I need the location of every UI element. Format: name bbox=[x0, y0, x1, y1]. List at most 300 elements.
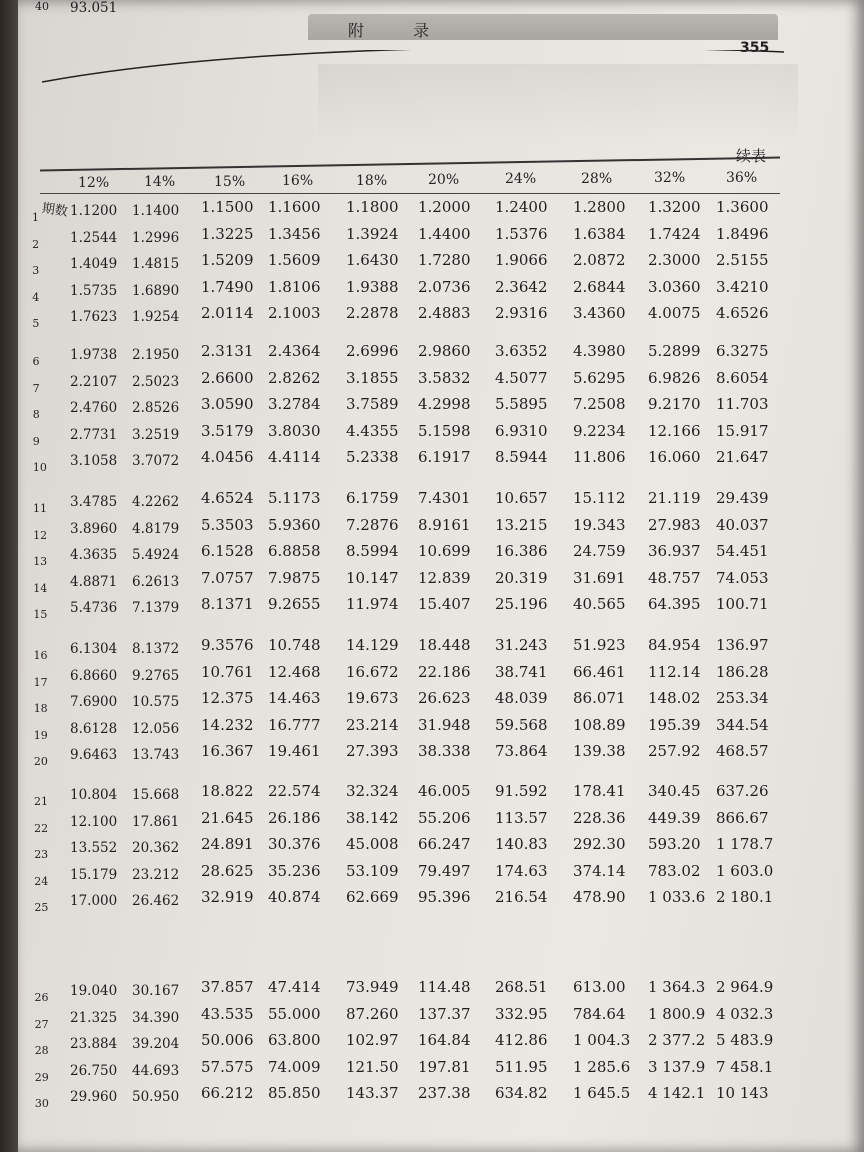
period-number: 3 bbox=[32, 264, 40, 277]
table-cell: 43.535 bbox=[201, 1004, 254, 1023]
table-cell: 11.703 bbox=[716, 395, 769, 413]
table-cell: 7.0757 bbox=[201, 568, 254, 587]
table-cell: 1.5209 bbox=[201, 251, 254, 269]
table-cell: 2.4364 bbox=[268, 342, 321, 360]
table-cell: 3.8030 bbox=[268, 421, 321, 440]
table-cell: 1.6384 bbox=[573, 224, 626, 243]
table-cell: 38.741 bbox=[495, 662, 548, 681]
table-cell: 91.592 bbox=[495, 782, 548, 800]
table-cell: 1.2544 bbox=[70, 229, 118, 246]
table-cell: 2.1950 bbox=[132, 347, 180, 363]
period-number: 25 bbox=[34, 901, 49, 914]
table-cell: 1.3225 bbox=[201, 224, 254, 243]
table-cell: 35.236 bbox=[268, 861, 321, 880]
table-cell: 113.57 bbox=[495, 808, 548, 827]
table-cell: 253.34 bbox=[716, 689, 769, 707]
table-cell: 1.8106 bbox=[268, 277, 321, 296]
table-cell: 1.1200 bbox=[70, 203, 118, 219]
table-cell: 4.2262 bbox=[132, 494, 180, 510]
table-cell: 137.37 bbox=[418, 1004, 471, 1023]
table-cell: 2.6844 bbox=[573, 277, 626, 296]
table-cell: 1.6890 bbox=[132, 282, 180, 299]
table-cell: 3.7589 bbox=[346, 395, 399, 413]
table-cell: 16.367 bbox=[201, 742, 254, 760]
table-cell: 3.2784 bbox=[268, 395, 321, 413]
table-cell: 8.1371 bbox=[201, 595, 254, 613]
table-cell: 12.839 bbox=[418, 568, 471, 587]
table-cell: 1.9066 bbox=[495, 251, 548, 269]
table-cell: 2.5023 bbox=[132, 373, 180, 390]
table-cell: 15.112 bbox=[573, 489, 626, 507]
table-cell: 2.1003 bbox=[268, 304, 321, 322]
table-cell: 21.645 bbox=[201, 808, 254, 827]
table-cell: 139.38 bbox=[573, 742, 626, 760]
column-header: 24% bbox=[505, 171, 537, 188]
table-cell: 7.6900 bbox=[70, 694, 118, 710]
table-cell: 1 033.6 bbox=[648, 888, 706, 906]
table-cell: 1.3924 bbox=[346, 224, 399, 243]
table-cell: 26.186 bbox=[268, 808, 321, 827]
table-cell: 6.3275 bbox=[716, 342, 769, 360]
table-cell: 1.9254 bbox=[132, 309, 180, 325]
table-cell: 12.166 bbox=[648, 421, 701, 440]
table-cell: 26.623 bbox=[418, 689, 471, 707]
period-number: 19 bbox=[33, 728, 48, 742]
table-cell: 31.243 bbox=[495, 636, 548, 654]
table-cell: 2.0114 bbox=[201, 304, 254, 322]
table-cell: 1 178.7 bbox=[716, 835, 774, 853]
table-cell: 2 377.2 bbox=[648, 1031, 706, 1049]
table-cell: 66.247 bbox=[418, 835, 471, 853]
table-cell: 31.691 bbox=[573, 568, 626, 587]
table-cell: 15.668 bbox=[132, 787, 180, 803]
period-number: 2 bbox=[32, 237, 40, 251]
table-cell: 511.95 bbox=[495, 1057, 548, 1076]
table-cell: 40.037 bbox=[716, 515, 769, 534]
period-number: 29 bbox=[34, 1070, 49, 1084]
table-cell: 87.260 bbox=[346, 1004, 399, 1023]
table-cell: 1.2800 bbox=[573, 198, 626, 216]
table-cell: 1.4049 bbox=[70, 256, 118, 272]
table-cell: 9.2170 bbox=[648, 395, 701, 413]
period-number: 8 bbox=[32, 408, 40, 421]
period-number: 28 bbox=[34, 1044, 49, 1057]
table-cell: 340.45 bbox=[648, 782, 701, 800]
column-header: 20% bbox=[428, 172, 460, 188]
table-cell: 31.948 bbox=[418, 715, 471, 734]
table-cell: 22.186 bbox=[418, 662, 471, 681]
table-cell: 5.5895 bbox=[495, 395, 548, 413]
table-cell: 237.38 bbox=[418, 1084, 471, 1102]
table-cell: 6.1759 bbox=[346, 489, 399, 507]
period-number: 6 bbox=[32, 355, 40, 368]
table-cell: 8.1372 bbox=[132, 641, 180, 657]
table-cell: 2.8526 bbox=[132, 400, 180, 416]
table-cell: 449.39 bbox=[648, 808, 701, 827]
table-cell: 292.30 bbox=[573, 835, 626, 853]
table-cell: 2.2878 bbox=[346, 304, 399, 322]
table-cell: 16.386 bbox=[495, 542, 548, 560]
table-cell: 1.8496 bbox=[716, 224, 769, 243]
period-number: 15 bbox=[33, 608, 48, 621]
table-cell: 4.3980 bbox=[573, 342, 626, 360]
table-cell: 3.6352 bbox=[495, 342, 548, 360]
table-cell: 1.3456 bbox=[268, 224, 321, 243]
table-cell: 13.743 bbox=[132, 747, 180, 763]
table-cell: 3.4210 bbox=[716, 277, 769, 296]
table-cell: 1 800.9 bbox=[648, 1004, 706, 1023]
table-cell: 12.468 bbox=[268, 662, 321, 681]
period-number: 30 bbox=[34, 1097, 49, 1110]
page-number: 355 bbox=[740, 40, 770, 56]
period-number: 10 bbox=[32, 461, 47, 474]
table-cell: 5.2338 bbox=[346, 448, 399, 466]
table-cell: 4.6524 bbox=[201, 489, 254, 507]
table-cell: 30.167 bbox=[132, 983, 180, 999]
table-cell: 66.212 bbox=[201, 1084, 254, 1102]
table-cell: 21.119 bbox=[648, 489, 701, 507]
table-cell: 6.1304 bbox=[70, 641, 118, 657]
table-cell: 634.82 bbox=[495, 1084, 548, 1102]
table-cell: 9.2765 bbox=[132, 667, 180, 684]
table-cell: 13.215 bbox=[495, 515, 548, 534]
table-cell: 16.777 bbox=[268, 715, 321, 734]
table-cell: 1.7280 bbox=[418, 251, 471, 269]
table-cell: 15.917 bbox=[716, 421, 769, 440]
table-cell: 3.8960 bbox=[70, 520, 118, 537]
table-cell: 100.71 bbox=[716, 595, 769, 613]
table-cell: 2.0736 bbox=[418, 277, 471, 296]
table-cell: 93.051 bbox=[70, 0, 118, 16]
table-cell: 412.86 bbox=[495, 1031, 548, 1049]
column-header: 16% bbox=[282, 173, 314, 190]
table-cell: 4.4114 bbox=[268, 448, 321, 466]
table-cell: 5.4736 bbox=[70, 600, 118, 616]
table-cell: 1.5376 bbox=[495, 224, 548, 243]
table-cell: 53.109 bbox=[346, 861, 399, 880]
table-cell: 85.850 bbox=[268, 1084, 321, 1102]
table-cell: 8.6054 bbox=[716, 368, 769, 387]
table-cell: 2.3000 bbox=[648, 251, 701, 269]
table-cell: 143.37 bbox=[346, 1084, 399, 1102]
table-cell: 1.1500 bbox=[201, 198, 254, 216]
table-cell: 5.9360 bbox=[268, 515, 321, 534]
table-cell: 1.6430 bbox=[346, 251, 399, 269]
table-cell: 15.179 bbox=[70, 866, 118, 883]
period-number: 13 bbox=[33, 555, 48, 568]
table-header-rule bbox=[40, 193, 780, 194]
table-cell: 478.90 bbox=[573, 888, 626, 906]
table-cell: 86.071 bbox=[573, 689, 626, 707]
table-cell: 19.461 bbox=[268, 742, 321, 760]
running-header-title: 附 录 bbox=[348, 21, 452, 40]
table-cell: 3.5179 bbox=[201, 421, 254, 440]
table-cell: 140.83 bbox=[495, 835, 548, 853]
table-cell: 5.6295 bbox=[573, 368, 626, 387]
table-cell: 4 032.3 bbox=[716, 1004, 774, 1023]
table-cell: 1.4400 bbox=[418, 224, 471, 243]
table-cell: 3.1855 bbox=[346, 368, 399, 387]
table-cell: 6.1917 bbox=[418, 448, 471, 466]
table-cell: 40.565 bbox=[573, 595, 626, 613]
table-cell: 2.3131 bbox=[201, 342, 254, 360]
table-cell: 4.0075 bbox=[648, 304, 701, 322]
table-cell: 102.97 bbox=[346, 1031, 399, 1049]
table-cell: 1.1600 bbox=[268, 198, 321, 216]
table-cell: 9.3576 bbox=[201, 636, 254, 654]
table-cell: 12.100 bbox=[70, 813, 118, 830]
table-cell: 1.2996 bbox=[132, 229, 180, 246]
table-cell: 2.4883 bbox=[418, 304, 471, 322]
column-header: 14% bbox=[144, 174, 176, 191]
table-cell: 2.7731 bbox=[70, 426, 118, 443]
table-cell: 7.2876 bbox=[346, 515, 399, 534]
table-cell: 59.568 bbox=[495, 715, 548, 734]
table-cell: 16.672 bbox=[346, 662, 399, 681]
table-cell: 24.759 bbox=[573, 542, 626, 560]
table-cell: 268.51 bbox=[495, 978, 548, 996]
table-cell: 3.7072 bbox=[132, 453, 180, 469]
table-cell: 26.462 bbox=[132, 893, 180, 909]
header-curve-rule bbox=[40, 50, 786, 90]
table-cell: 1.1800 bbox=[346, 198, 399, 216]
table-cell: 1.4815 bbox=[132, 256, 180, 272]
period-number: 12 bbox=[33, 528, 48, 542]
table-cell: 74.053 bbox=[716, 568, 769, 587]
table-cell: 9.2234 bbox=[573, 421, 626, 440]
table-cell: 4.4355 bbox=[346, 421, 399, 440]
table-cell: 1.9388 bbox=[346, 277, 399, 296]
table-cell: 4.2998 bbox=[418, 395, 471, 413]
table-cell: 197.81 bbox=[418, 1057, 471, 1076]
table-cell: 178.41 bbox=[573, 782, 626, 800]
table-cell: 174.63 bbox=[495, 861, 548, 880]
document-page bbox=[18, 0, 864, 1152]
table-cell: 2.8262 bbox=[268, 368, 321, 387]
table-cell: 1 364.3 bbox=[648, 978, 706, 996]
table-cell: 7.1379 bbox=[132, 600, 180, 616]
table-cell: 2.9860 bbox=[418, 342, 471, 360]
table-cell: 3 137.9 bbox=[648, 1057, 706, 1076]
table-cell: 1.3600 bbox=[716, 198, 769, 216]
period-number: 17 bbox=[33, 675, 48, 689]
column-header: 15% bbox=[214, 173, 246, 190]
table-cell: 2.6600 bbox=[201, 368, 254, 387]
period-number: 24 bbox=[34, 874, 49, 888]
table-cell: 3.4785 bbox=[70, 494, 118, 510]
table-cell: 4.8871 bbox=[70, 573, 118, 590]
table-cell: 39.204 bbox=[132, 1036, 180, 1052]
table-cell: 2.6996 bbox=[346, 342, 399, 360]
table-cell: 5.1173 bbox=[268, 489, 321, 507]
table-cell: 17.861 bbox=[132, 813, 180, 830]
table-cell: 48.757 bbox=[648, 568, 701, 587]
table-cell: 6.9826 bbox=[648, 368, 701, 387]
table-cell: 13.552 bbox=[70, 840, 118, 856]
table-cell: 11.974 bbox=[346, 595, 399, 613]
table-cell: 3.4360 bbox=[573, 304, 626, 322]
table-cell: 64.395 bbox=[648, 595, 701, 613]
table-cell: 38.338 bbox=[418, 742, 471, 760]
table-cell: 37.857 bbox=[201, 978, 254, 996]
table-cell: 36.937 bbox=[648, 542, 701, 560]
table-cell: 148.02 bbox=[648, 689, 701, 707]
table-cell: 19.343 bbox=[573, 515, 626, 534]
table-cell: 10 143 bbox=[716, 1084, 769, 1102]
table-cell: 114.48 bbox=[418, 978, 471, 996]
period-number: 27 bbox=[34, 1017, 49, 1031]
table-cell: 783.02 bbox=[648, 861, 701, 880]
table-cell: 2.5155 bbox=[716, 251, 769, 269]
table-cell: 7.2508 bbox=[573, 395, 626, 413]
table-cell: 44.693 bbox=[132, 1062, 180, 1079]
table-cell: 8.9161 bbox=[418, 515, 471, 534]
table-cell: 186.28 bbox=[716, 662, 769, 681]
table-cell: 19.673 bbox=[346, 689, 399, 707]
table-cell: 12.056 bbox=[132, 720, 180, 737]
table-cell: 19.040 bbox=[70, 983, 118, 999]
table-cell: 3.0590 bbox=[201, 395, 254, 413]
table-cell: 2.0872 bbox=[573, 251, 626, 269]
table-cell: 84.954 bbox=[648, 636, 701, 654]
table-cell: 5.3503 bbox=[201, 515, 254, 534]
table-cell: 48.039 bbox=[495, 689, 548, 707]
table-cell: 4.8179 bbox=[132, 520, 180, 537]
column-header: 18% bbox=[356, 172, 388, 189]
table-cell: 1 004.3 bbox=[573, 1031, 631, 1049]
period-number: 16 bbox=[33, 649, 48, 662]
table-cell: 136.97 bbox=[716, 636, 769, 654]
table-cell: 784.64 bbox=[573, 1004, 626, 1023]
period-number: 1 bbox=[32, 211, 39, 224]
book-spine-shadow bbox=[0, 0, 18, 1152]
table-cell: 27.983 bbox=[648, 515, 701, 534]
table-cell: 164.84 bbox=[418, 1031, 471, 1049]
table-cell: 26.750 bbox=[70, 1062, 118, 1079]
table-cell: 18.822 bbox=[201, 782, 254, 800]
table-cell: 74.009 bbox=[268, 1057, 321, 1076]
table-cell: 3.1058 bbox=[70, 453, 118, 469]
table-cell: 25.196 bbox=[495, 595, 548, 613]
table-cell: 50.950 bbox=[132, 1089, 180, 1105]
table-cell: 95.396 bbox=[418, 888, 471, 906]
period-number: 7 bbox=[32, 381, 40, 395]
table-cell: 40.874 bbox=[268, 888, 321, 906]
table-cell: 11.806 bbox=[573, 448, 626, 466]
table-cell: 14.129 bbox=[346, 636, 399, 654]
period-number: 22 bbox=[34, 821, 49, 835]
table-cell: 4.5077 bbox=[495, 368, 548, 387]
period-number: 11 bbox=[33, 502, 47, 515]
column-header: 28% bbox=[581, 170, 613, 187]
table-cell: 228.36 bbox=[573, 808, 626, 827]
table-cell: 2.3642 bbox=[495, 277, 548, 296]
period-number: 20 bbox=[33, 755, 48, 768]
table-cell: 2 180.1 bbox=[716, 888, 774, 906]
table-cell: 5.2899 bbox=[648, 342, 701, 360]
table-cell: 4 142.1 bbox=[648, 1084, 706, 1102]
table-cell: 51.923 bbox=[573, 636, 626, 654]
table-cell: 6.9310 bbox=[495, 421, 548, 440]
period-number: 21 bbox=[34, 795, 48, 808]
column-header: 32% bbox=[654, 170, 686, 187]
period-number: 26 bbox=[34, 991, 49, 1004]
table-cell: 29.960 bbox=[70, 1089, 118, 1105]
table-cell: 10.761 bbox=[201, 662, 254, 681]
table-cell: 7.4301 bbox=[418, 489, 471, 507]
table-cell: 6.8660 bbox=[70, 667, 118, 684]
table-cell: 613.00 bbox=[573, 978, 626, 996]
table-cell: 21.647 bbox=[716, 448, 769, 466]
table-cell: 12.375 bbox=[201, 689, 254, 707]
table-cell: 8.5944 bbox=[495, 448, 548, 466]
table-cell: 4.6526 bbox=[716, 304, 769, 322]
table-cell: 9.6463 bbox=[70, 747, 118, 763]
table-cell: 1 645.5 bbox=[573, 1084, 631, 1102]
table-cell: 73.949 bbox=[346, 978, 399, 996]
period-number: 14 bbox=[33, 581, 48, 595]
table-cell: 20.362 bbox=[132, 840, 180, 856]
table-cell: 5 483.9 bbox=[716, 1031, 774, 1049]
table-cell: 866.67 bbox=[716, 808, 769, 827]
table-cell: 79.497 bbox=[418, 861, 471, 880]
table-cell: 1.3200 bbox=[648, 198, 701, 216]
period-corner-label: 期数 bbox=[40, 201, 69, 220]
table-cell: 3.0360 bbox=[648, 277, 701, 296]
table-cell: 14.232 bbox=[201, 715, 254, 734]
table-cell: 593.20 bbox=[648, 835, 701, 853]
table-cell: 21.325 bbox=[70, 1009, 118, 1026]
table-cell: 27.393 bbox=[346, 742, 399, 760]
table-cell: 6.8858 bbox=[268, 542, 321, 560]
table-cell: 63.800 bbox=[268, 1031, 321, 1049]
table-cell: 112.14 bbox=[648, 662, 701, 681]
table-cell: 10.575 bbox=[132, 694, 180, 710]
table-cell: 1.7490 bbox=[201, 277, 254, 296]
table-cell: 66.461 bbox=[573, 662, 626, 681]
table-cell: 23.884 bbox=[70, 1036, 118, 1052]
table-cell: 4.0456 bbox=[201, 448, 254, 466]
table-cell: 637.26 bbox=[716, 782, 769, 800]
table-cell: 1.9738 bbox=[70, 347, 118, 363]
table-cell: 10.699 bbox=[418, 542, 471, 560]
table-cell: 5.1598 bbox=[418, 421, 471, 440]
table-cell: 5.4924 bbox=[132, 547, 180, 563]
table-cell: 2.4760 bbox=[70, 400, 118, 416]
period-number: 4 bbox=[32, 290, 40, 304]
column-header: 12% bbox=[78, 175, 110, 191]
table-cell: 1 603.0 bbox=[716, 861, 774, 880]
column-header: 36% bbox=[726, 169, 758, 186]
table-cell: 121.50 bbox=[346, 1057, 399, 1076]
table-cell: 62.669 bbox=[346, 888, 399, 906]
table-cell: 28.625 bbox=[201, 861, 254, 880]
table-cell: 257.92 bbox=[648, 742, 701, 760]
period-number: 18 bbox=[33, 702, 48, 715]
table-cell: 55.000 bbox=[268, 1004, 321, 1023]
table-cell: 8.6128 bbox=[70, 720, 118, 737]
table-cell: 55.206 bbox=[418, 808, 471, 827]
table-cell: 16.060 bbox=[648, 448, 701, 466]
table-cell: 47.414 bbox=[268, 978, 321, 996]
table-cell: 332.95 bbox=[495, 1004, 548, 1023]
table-cell: 32.324 bbox=[346, 782, 399, 800]
table-cell: 38.142 bbox=[346, 808, 399, 827]
table-cell: 216.54 bbox=[495, 888, 548, 906]
period-number: 9 bbox=[32, 434, 40, 448]
table-cell: 108.89 bbox=[573, 715, 626, 734]
table-cell: 4.3635 bbox=[70, 547, 118, 563]
